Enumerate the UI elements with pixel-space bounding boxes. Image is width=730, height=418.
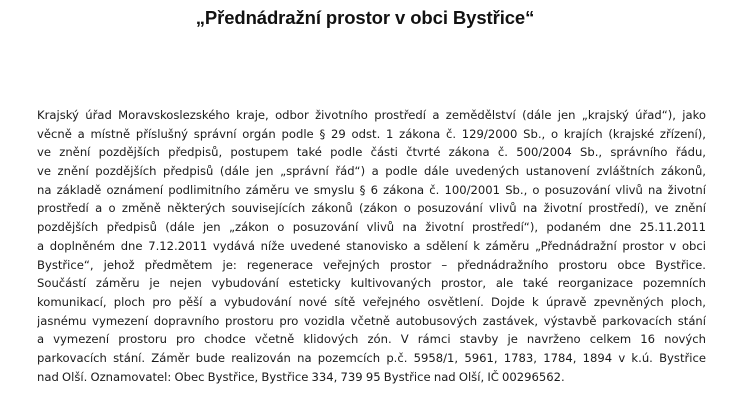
paragraph-line: a doplněném dne 7.12.2011 vydává níže uvedené stanovisko a sdělení k záměru „Přednádražní prostor v obci — [37, 238, 706, 253]
document-body-paragraph — [37, 106, 706, 386]
paragraph-line: Bystřice“, jehož předmětem je: regenerace veřejných prostor – přednádražního prostoru obce Bystřice. — [37, 257, 706, 272]
paragraph-line: prostředí a o změně některých souvisejících zákonů (zákon o posuzování vlivů na životní prostředí), ve znění — [37, 201, 706, 216]
document-title: „Přednádražní prostor v obci Bystřice“ — [195, 7, 535, 28]
paragraph-line: komunikací, ploch pro pěší a vybudování nové sítě veřejného osvětlení. Dojde k úpravě zpevněných ploch, — [37, 294, 706, 309]
paragraph-line: na základě oznámení podlimitního záměru ve smyslu § 6 zákona č. 100/2001 Sb., o posuzování vlivů na životní — [37, 182, 706, 197]
paragraph-line: ve znění pozdějších předpisů (dále jen „správní řád“) a podle dále uvedených ustanovení zvláštních zákonů, — [37, 164, 706, 179]
paragraph-line: věcně a místně příslušný správní orgán podle § 29 odst. 1 zákona č. 129/2000 Sb., o krajích (krajské zřízení), — [37, 126, 706, 141]
paragraph-line: Krajský úřad Moravskoslezského kraje, odbor životního prostředí a zemědělství (dále jen „krajský úřad“), jako — [37, 108, 706, 122]
paragraph-line: a vymezení prostoru pro chodce včetně klidových zón. V rámci stavby je navrženo celkem 16 nových — [37, 332, 706, 347]
paragraph-line: ve znění pozdějších předpisů, postupem také podle části čtvrté zákona č. 500/2004 Sb., správního řádu, — [37, 145, 706, 160]
paragraph-line: Součástí záměru je nejen vybudování esteticky kultivovaných prostor, ale také reorganizace pozemních — [37, 276, 706, 291]
paragraph-line: jasnému vymezení dopravního prostoru pro vozidla včetně autobusových zastávek, výstavbě parkovacích stání — [37, 313, 706, 328]
paragraph-line: nad Olší. Oznamovatel: Obec Bystřice, Bystřice 334, 739 95 Bystřice nad Olší, IČ 00296562. — [37, 369, 565, 384]
paragraph-line: parkovacích stání. Záměr bude realizován na pozemcích p.č. 5958/1, 5961, 1783, 1784, 1894 v k.ú. Bystřice — [37, 350, 706, 365]
paragraph-line: pozdějších předpisů (dále jen „zákon o posuzování vlivů na životní prostředí“), podaném dne 25.11.2011 — [37, 220, 706, 235]
